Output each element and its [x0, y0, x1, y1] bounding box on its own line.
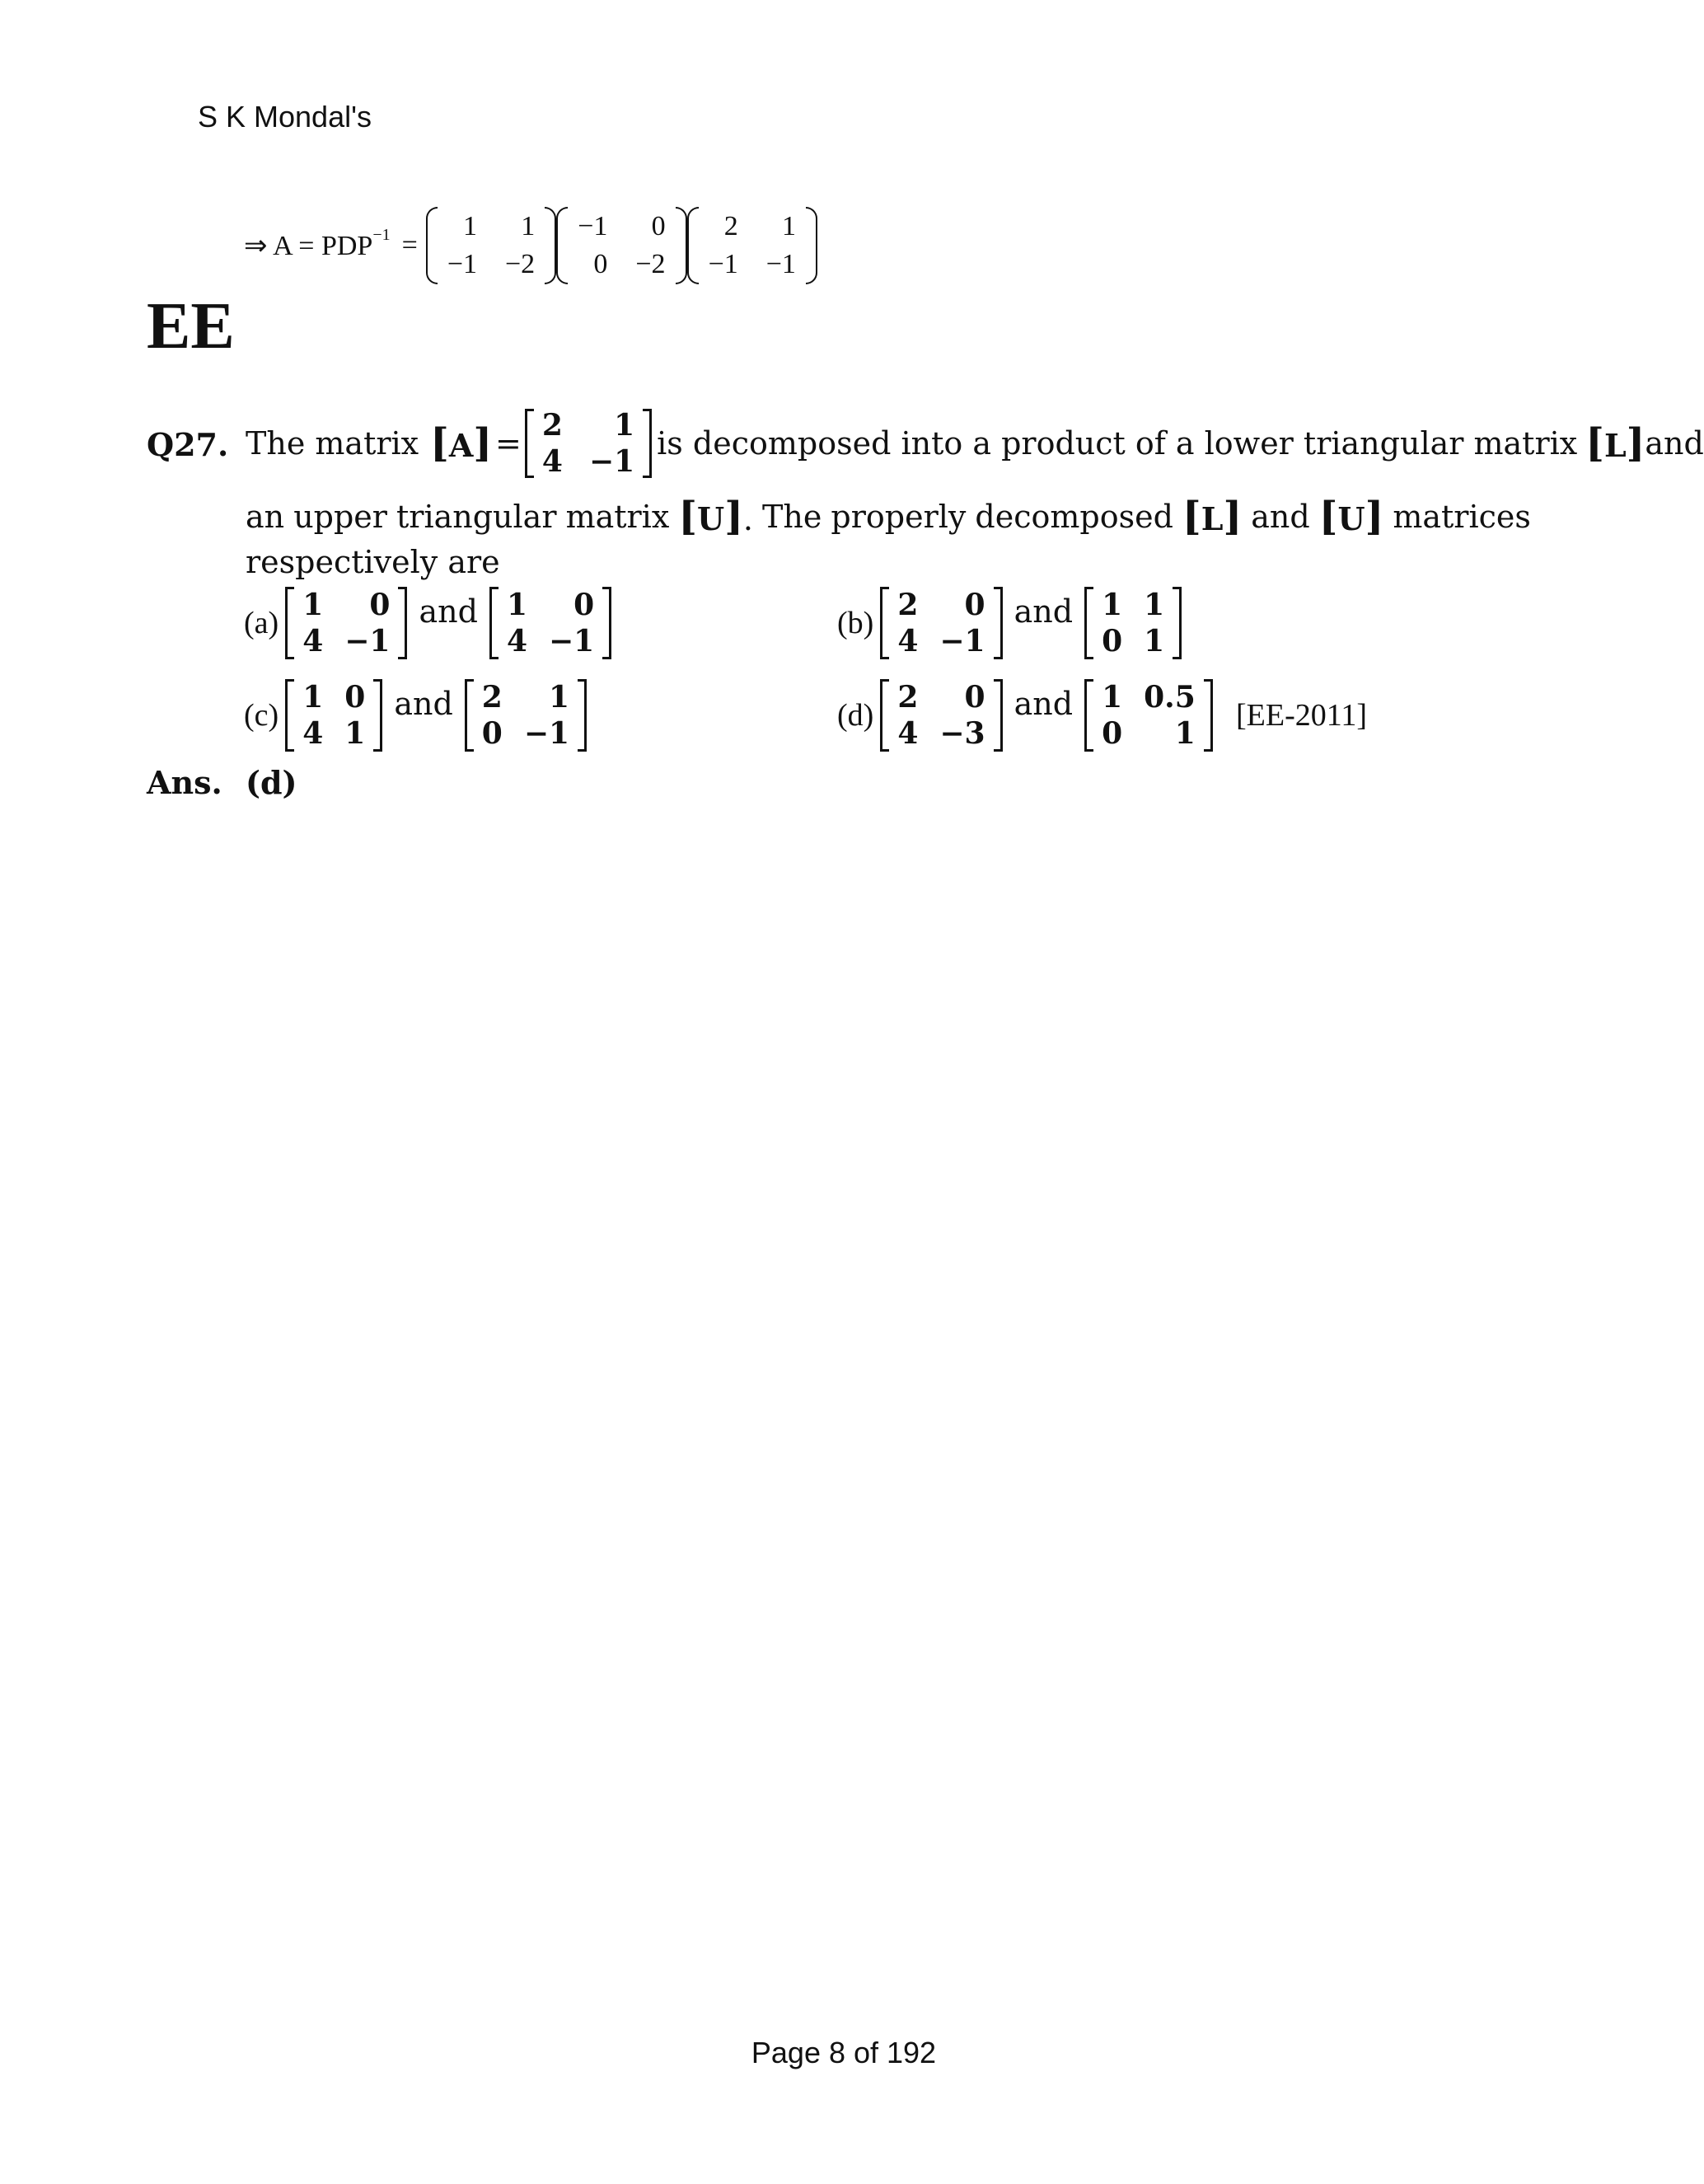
- matrix-cell: 1: [506, 588, 527, 622]
- word: and: [1251, 499, 1310, 535]
- option-and: and: [1014, 593, 1074, 630]
- word: properly: [831, 499, 967, 535]
- option-label: (c): [244, 698, 279, 733]
- matrix-cell: −1: [578, 211, 608, 241]
- paren-left: [426, 207, 438, 284]
- matrix-cell: 1: [1102, 588, 1123, 622]
- question-line-1: [246, 400, 1704, 486]
- header-author: S K Mondal's: [198, 100, 372, 134]
- option-matrix-l: [880, 587, 1002, 659]
- option-matrix-u: [1084, 587, 1182, 659]
- matrix-cell: −1: [549, 624, 595, 658]
- option-label: (d): [837, 698, 874, 733]
- matrix-cell: −3: [939, 716, 985, 751]
- matrix-cell: −1: [344, 624, 391, 658]
- bracket-right: [994, 679, 1003, 752]
- matrix-cell: 4: [302, 624, 324, 658]
- bracket-right: [602, 587, 611, 659]
- matrix-cell: 2: [541, 407, 563, 443]
- matrix-p: [426, 207, 556, 284]
- bracket-right: [643, 409, 652, 478]
- option-b: [837, 582, 1182, 664]
- bracket-left: [525, 409, 534, 478]
- matrix-cell: −1: [447, 249, 477, 279]
- formula-lhs-exponent: −1: [372, 225, 391, 244]
- word: triangular: [396, 499, 557, 535]
- paren-left: [556, 207, 568, 284]
- matrix-cell: 4: [541, 443, 563, 479]
- matrix-cell: 0: [964, 680, 985, 715]
- matrix-a-label: [A]: [430, 419, 493, 466]
- matrix-cell: 1: [344, 716, 366, 751]
- paren-right: [545, 207, 556, 284]
- matrix-l-label: [L]: [1585, 419, 1645, 466]
- matrix-l-label: [L]: [1182, 494, 1243, 540]
- matrix-cell: 1: [302, 588, 324, 622]
- matrix-cell: 2: [723, 211, 738, 241]
- matrix-cell: 4: [506, 624, 527, 658]
- bracket-left: [489, 587, 499, 659]
- matrix-cell: 0: [593, 249, 608, 279]
- question-number: Q27.: [147, 426, 229, 463]
- matrix-cell: −1: [708, 249, 738, 279]
- option-matrix-l: [285, 587, 407, 659]
- matrix-cell: 4: [897, 716, 919, 751]
- matrix-cell: 4: [302, 716, 324, 751]
- bracket-right: [1204, 679, 1213, 752]
- bracket-right: [994, 587, 1003, 659]
- matrix-p-inverse: [687, 207, 817, 284]
- question-text: The matrix: [246, 424, 419, 462]
- bracket-right: [578, 679, 587, 752]
- word: matrices: [1393, 499, 1531, 535]
- matrix-u-label: [U]: [1318, 494, 1384, 540]
- option-matrix-u: [489, 587, 611, 659]
- option-c: [244, 674, 587, 757]
- matrix-cell: 2: [897, 588, 919, 622]
- question-line-2: [246, 492, 1531, 541]
- question-equals: =: [495, 424, 522, 462]
- matrix-cell: 1: [1144, 588, 1165, 622]
- matrix-cell: 1: [781, 211, 796, 241]
- matrix-cell: −1: [523, 716, 570, 751]
- matrix-cell: 0.5: [1144, 680, 1196, 715]
- question-text: and: [1645, 424, 1704, 462]
- option-and: and: [1014, 686, 1074, 722]
- matrix-cell: −1: [939, 624, 985, 658]
- option-matrix-l: [285, 679, 382, 752]
- matrix-cell: 0: [481, 716, 503, 751]
- answer-label: Ans.: [147, 764, 222, 801]
- option-label: (a): [244, 606, 279, 640]
- bracket-left: [465, 679, 474, 752]
- matrix-cell: 0: [651, 211, 666, 241]
- bracket-right: [373, 679, 382, 752]
- word: decomposed: [975, 499, 1173, 535]
- option-matrix-u: [465, 679, 587, 752]
- option-d: [837, 674, 1213, 757]
- matrix-cell: 1: [549, 680, 570, 715]
- matrix-cell: 1: [1144, 624, 1165, 658]
- paren-right: [806, 207, 817, 284]
- option-and: and: [419, 593, 478, 630]
- word: matrix: [565, 499, 670, 535]
- paren-left: [687, 207, 699, 284]
- matrix-cell: 0: [964, 588, 985, 622]
- bracket-right: [398, 587, 407, 659]
- matrix-cell: 1: [1174, 716, 1196, 751]
- paren-right: [676, 207, 687, 284]
- matrix-cell: 0: [1102, 716, 1123, 751]
- option-and: and: [394, 686, 453, 722]
- formula-lhs: [244, 225, 391, 262]
- matrix-cell: 1: [614, 407, 635, 443]
- exam-source-tag: [EE-2011]: [1236, 698, 1367, 733]
- matrix-cell: 1: [463, 211, 477, 241]
- bracket-left: [285, 587, 294, 659]
- answer-value: (d): [246, 764, 297, 801]
- matrix-cell: 0: [369, 588, 391, 622]
- option-matrix-u: [1084, 679, 1213, 752]
- matrix-cell: 1: [302, 680, 324, 715]
- word: an: [246, 499, 285, 535]
- word: upper: [293, 499, 387, 535]
- formula-lhs-text: ⇒ A = PDP: [244, 231, 373, 261]
- matrix-d: [556, 207, 686, 284]
- formula-equals: =: [401, 230, 418, 260]
- matrix-cell: 1: [521, 211, 536, 241]
- bracket-left: [285, 679, 294, 752]
- matrix-cell: 0: [344, 680, 366, 715]
- matrix-u-label: [U].: [678, 494, 753, 540]
- matrix-cell: −2: [505, 249, 536, 279]
- matrix-cell: 1: [1102, 680, 1123, 715]
- option-matrix-l: [880, 679, 1002, 752]
- question-line-3: respectively are: [246, 544, 500, 580]
- matrix-cell: 4: [897, 624, 919, 658]
- matrix-cell: −1: [588, 443, 635, 479]
- matrix-cell: 0: [1102, 624, 1123, 658]
- matrix-cell: 2: [481, 680, 503, 715]
- bracket-left: [1084, 679, 1093, 752]
- section-heading: EE: [147, 290, 235, 363]
- bracket-left: [1084, 587, 1093, 659]
- bracket-right: [1173, 587, 1182, 659]
- question-text: is decomposed into a product of a lower triangular matrix: [657, 424, 1578, 462]
- matrix-cell: 2: [897, 680, 919, 715]
- matrix-a: [525, 409, 652, 478]
- matrix-cell: −1: [765, 249, 796, 279]
- page-number: Page 8 of 192: [751, 2036, 937, 2069]
- matrix-cell: −2: [635, 249, 666, 279]
- bracket-left: [880, 587, 889, 659]
- option-a: [244, 582, 611, 664]
- diagonalization-formula: [244, 200, 817, 291]
- option-label: (b): [837, 606, 874, 640]
- word: The: [762, 499, 822, 535]
- matrix-cell: 0: [573, 588, 595, 622]
- bracket-left: [880, 679, 889, 752]
